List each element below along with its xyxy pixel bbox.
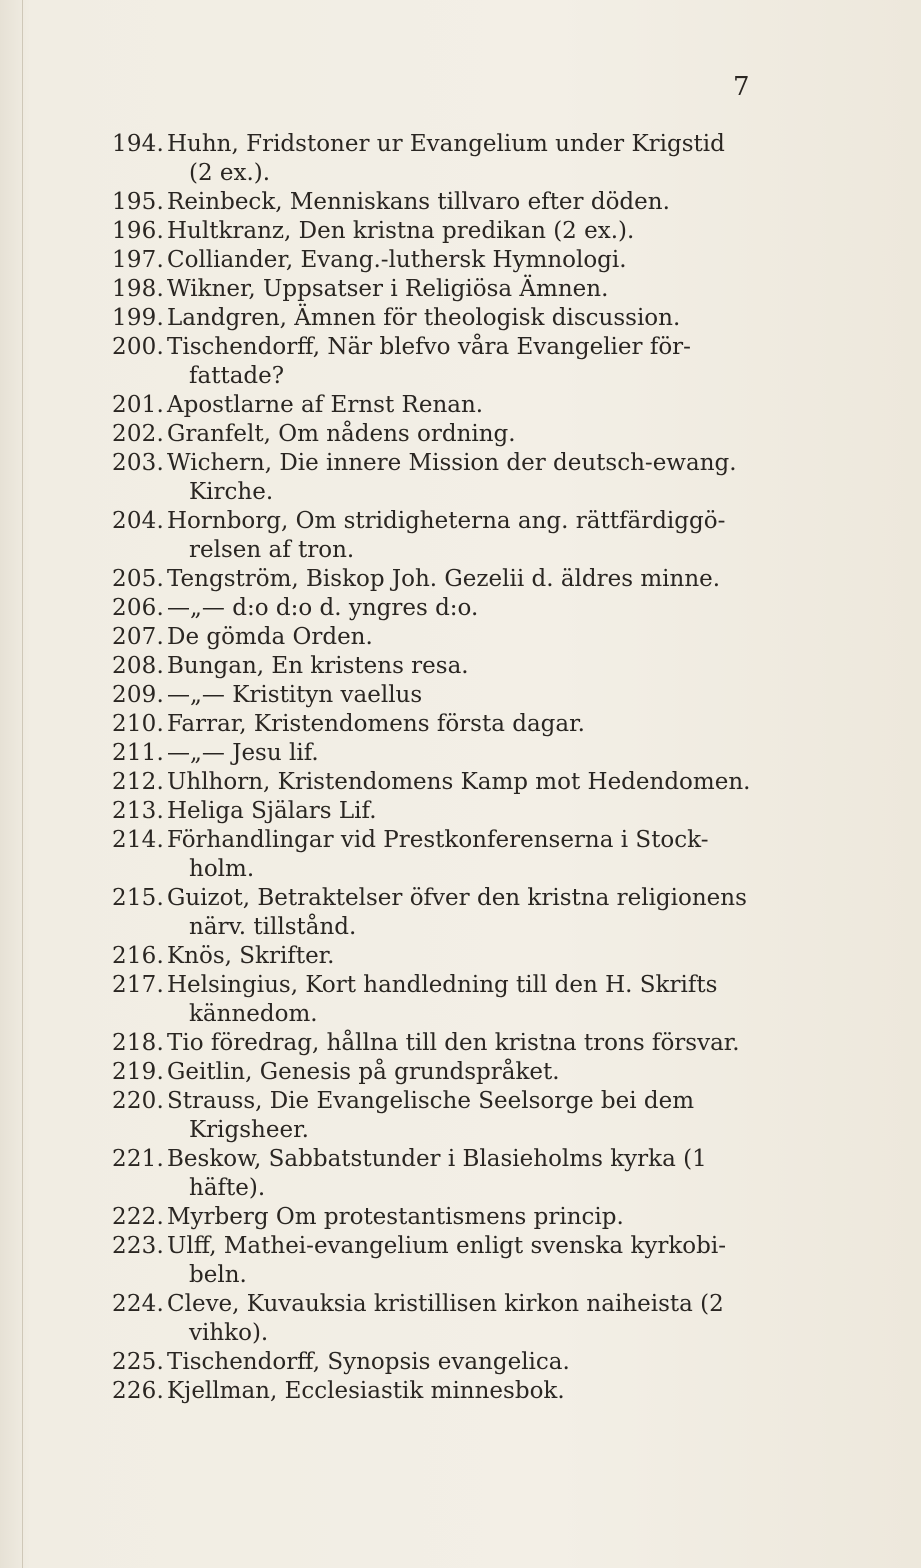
entry-number: 207. bbox=[112, 624, 165, 650]
entry-text bbox=[167, 1377, 781, 1406]
entry-number: 224. bbox=[112, 1291, 165, 1317]
entry-line: De gömda Orden. bbox=[167, 624, 373, 650]
entry-number: 198. bbox=[112, 276, 165, 302]
entry-text bbox=[167, 1232, 781, 1290]
catalog-entry bbox=[0, 594, 921, 623]
entry-number: 215. bbox=[112, 885, 165, 911]
entry-line: —„— Jesu lif. bbox=[167, 740, 319, 766]
entry-number: 223. bbox=[112, 1233, 165, 1259]
entry-line: Tio föredrag, hållna till den kristna trons försvar. bbox=[167, 1030, 740, 1056]
entry-line: Apostlarne af Ernst Renan. bbox=[167, 392, 484, 418]
entry-line: Granfelt, Om nådens ordning. bbox=[167, 421, 516, 447]
entry-line: Hultkranz, Den kristna predikan (2 ex.). bbox=[167, 218, 635, 244]
entry-number: 211. bbox=[112, 740, 165, 766]
entry-text bbox=[167, 304, 781, 333]
entry-number: 194. bbox=[112, 131, 165, 157]
entry-text bbox=[167, 1145, 781, 1203]
entry-number: 206. bbox=[112, 595, 165, 621]
entry-text bbox=[167, 1087, 781, 1145]
entry-text bbox=[167, 681, 781, 710]
catalog-entry bbox=[0, 130, 921, 188]
catalog-entry bbox=[0, 1232, 921, 1290]
entry-continuation-line: vihko). bbox=[189, 1320, 269, 1346]
entry-continuation-line: Kirche. bbox=[189, 479, 274, 505]
entry-text bbox=[167, 333, 781, 391]
catalog-entry bbox=[0, 623, 921, 652]
entry-line: Tengström, Biskop Joh. Gezelii d. äldres minne. bbox=[167, 566, 721, 592]
catalog-entry bbox=[0, 1058, 921, 1087]
entry-line: Uhlhorn, Kristendomens Kamp mot Hedendomen. bbox=[167, 769, 751, 795]
catalog-entry bbox=[0, 1087, 921, 1145]
catalog-entry bbox=[0, 971, 921, 1029]
entry-text bbox=[167, 188, 781, 217]
catalog-entry bbox=[0, 942, 921, 971]
entry-line: Wikner, Uppsatser i Religiösa Ämnen. bbox=[167, 276, 609, 302]
entry-line: Tischendorff, Synopsis evangelica. bbox=[167, 1349, 570, 1375]
catalog-entry bbox=[0, 217, 921, 246]
entry-continuation-line: häfte). bbox=[189, 1175, 266, 1201]
entry-text bbox=[167, 565, 781, 594]
entry-line: Wichern, Die innere Mission der deutsch-ewang. bbox=[167, 450, 737, 476]
catalog-entry bbox=[0, 507, 921, 565]
entry-number: 209. bbox=[112, 682, 165, 708]
entry-number: 195. bbox=[112, 189, 165, 215]
catalog-entry bbox=[0, 449, 921, 507]
catalog-entry bbox=[0, 1145, 921, 1203]
entry-text bbox=[167, 971, 781, 1029]
catalog-entry bbox=[0, 1377, 921, 1406]
entry-text bbox=[167, 1290, 781, 1348]
catalog-entry bbox=[0, 188, 921, 217]
entry-number: 212. bbox=[112, 769, 165, 795]
catalog-entry bbox=[0, 275, 921, 304]
entry-number: 225. bbox=[112, 1349, 165, 1375]
entry-continuation-line: (2 ex.). bbox=[189, 160, 271, 186]
entry-text bbox=[167, 623, 781, 652]
entry-line: Strauss, Die Evangelische Seelsorge bei dem bbox=[167, 1088, 695, 1114]
entry-text bbox=[167, 1029, 781, 1058]
catalog-entry bbox=[0, 884, 921, 942]
entry-text bbox=[167, 217, 781, 246]
entry-number: 202. bbox=[112, 421, 165, 447]
catalog-list bbox=[0, 130, 921, 1406]
entry-text bbox=[167, 594, 781, 623]
entry-line: Beskow, Sabbatstunder i Blasieholms kyrka (1 bbox=[167, 1146, 707, 1172]
entry-text bbox=[167, 420, 781, 449]
catalog-entry bbox=[0, 1348, 921, 1377]
catalog-entry bbox=[0, 710, 921, 739]
entry-text bbox=[167, 275, 781, 304]
entry-line: Landgren, Ämnen för theologisk discussion. bbox=[167, 305, 681, 331]
entry-line: Tischendorff, När blefvo våra Evangelier för- bbox=[167, 334, 691, 360]
entry-line: Helsingius, Kort handledning till den H. Skrifts bbox=[167, 972, 718, 998]
entry-text bbox=[167, 449, 781, 507]
entry-number: 217. bbox=[112, 972, 165, 998]
entry-line: Reinbeck, Menniskans tillvaro efter döden. bbox=[167, 189, 670, 215]
entry-number: 214. bbox=[112, 827, 165, 853]
entry-line: Ulff, Mathei-evangelium enligt svenska kyrkobi- bbox=[167, 1233, 727, 1259]
entry-number: 201. bbox=[112, 392, 165, 418]
entry-line: Geitlin, Genesis på grundspråket. bbox=[167, 1059, 560, 1085]
page-number: 7 bbox=[733, 72, 750, 102]
entry-line: Cleve, Kuvauksia kristillisen kirkon naiheista (2 bbox=[167, 1291, 724, 1317]
entry-line: Farrar, Kristendomens första dagar. bbox=[167, 711, 585, 737]
entry-number: 221. bbox=[112, 1146, 165, 1172]
entry-line: Heliga Själars Lif. bbox=[167, 798, 377, 824]
catalog-entry bbox=[0, 768, 921, 797]
catalog-entry bbox=[0, 391, 921, 420]
entry-number: 199. bbox=[112, 305, 165, 331]
entry-text bbox=[167, 942, 781, 971]
entry-number: 196. bbox=[112, 218, 165, 244]
entry-line: Guizot, Betraktelser öfver den kristna religionens bbox=[167, 885, 747, 911]
entry-continuation-line: holm. bbox=[189, 856, 255, 882]
entry-text bbox=[167, 710, 781, 739]
entry-text bbox=[167, 739, 781, 768]
entry-number: 197. bbox=[112, 247, 165, 273]
entry-line: Knös, Skrifter. bbox=[167, 943, 335, 969]
entry-number: 213. bbox=[112, 798, 165, 824]
entry-number: 200. bbox=[112, 334, 165, 360]
catalog-entry bbox=[0, 652, 921, 681]
entry-line: Förhandlingar vid Prestkonferenserna i Stock- bbox=[167, 827, 709, 853]
entry-number: 205. bbox=[112, 566, 165, 592]
entry-text bbox=[167, 1203, 781, 1232]
entry-number: 218. bbox=[112, 1030, 165, 1056]
entry-line: —„— d:o d:o d. yngres d:o. bbox=[167, 595, 479, 621]
entry-line: Myrberg Om protestantismens princip. bbox=[167, 1204, 624, 1230]
entry-line: Kjellman, Ecclesiastik minnesbok. bbox=[167, 1378, 565, 1404]
entry-continuation-line: fattade? bbox=[189, 363, 285, 389]
entry-line: Colliander, Evang.-luthersk Hymnologi. bbox=[167, 247, 627, 273]
entry-number: 203. bbox=[112, 450, 165, 476]
entry-text bbox=[167, 507, 781, 565]
entry-line: Hornborg, Om stridigheterna ang. rättfärdiggö- bbox=[167, 508, 726, 534]
catalog-entry bbox=[0, 333, 921, 391]
entry-text bbox=[167, 246, 781, 275]
entry-number: 222. bbox=[112, 1204, 165, 1230]
entry-number: 208. bbox=[112, 653, 165, 679]
entry-text bbox=[167, 1348, 781, 1377]
catalog-entry bbox=[0, 565, 921, 594]
entry-continuation-line: närv. tillstånd. bbox=[189, 914, 357, 940]
entry-number: 220. bbox=[112, 1088, 165, 1114]
catalog-entry bbox=[0, 246, 921, 275]
catalog-entry bbox=[0, 1029, 921, 1058]
entry-line: —„— Kristityn vaellus bbox=[167, 682, 423, 708]
entry-number: 210. bbox=[112, 711, 165, 737]
entry-text bbox=[167, 652, 781, 681]
entry-text bbox=[167, 797, 781, 826]
entry-text bbox=[167, 1058, 781, 1087]
entry-number: 216. bbox=[112, 943, 165, 969]
entry-text bbox=[167, 826, 781, 884]
catalog-entry bbox=[0, 797, 921, 826]
entry-continuation-line: Krigsheer. bbox=[189, 1117, 309, 1143]
catalog-entry bbox=[0, 420, 921, 449]
catalog-entry bbox=[0, 304, 921, 333]
catalog-entry bbox=[0, 681, 921, 710]
entry-number: 204. bbox=[112, 508, 165, 534]
entry-number: 219. bbox=[112, 1059, 165, 1085]
entry-text bbox=[167, 884, 781, 942]
entry-line: Bungan, En kristens resa. bbox=[167, 653, 469, 679]
entry-text bbox=[167, 391, 781, 420]
catalog-entry bbox=[0, 1290, 921, 1348]
entry-text bbox=[167, 130, 781, 188]
catalog-entry bbox=[0, 739, 921, 768]
entry-number: 226. bbox=[112, 1378, 165, 1404]
entry-continuation-line: kännedom. bbox=[189, 1001, 318, 1027]
entry-continuation-line: relsen af tron. bbox=[189, 537, 355, 563]
entry-line: Huhn, Fridstoner ur Evangelium under Krigstid bbox=[167, 131, 725, 157]
entry-continuation-line: beln. bbox=[189, 1262, 247, 1288]
catalog-entry bbox=[0, 1203, 921, 1232]
entry-text bbox=[167, 768, 781, 797]
catalog-entry bbox=[0, 826, 921, 884]
